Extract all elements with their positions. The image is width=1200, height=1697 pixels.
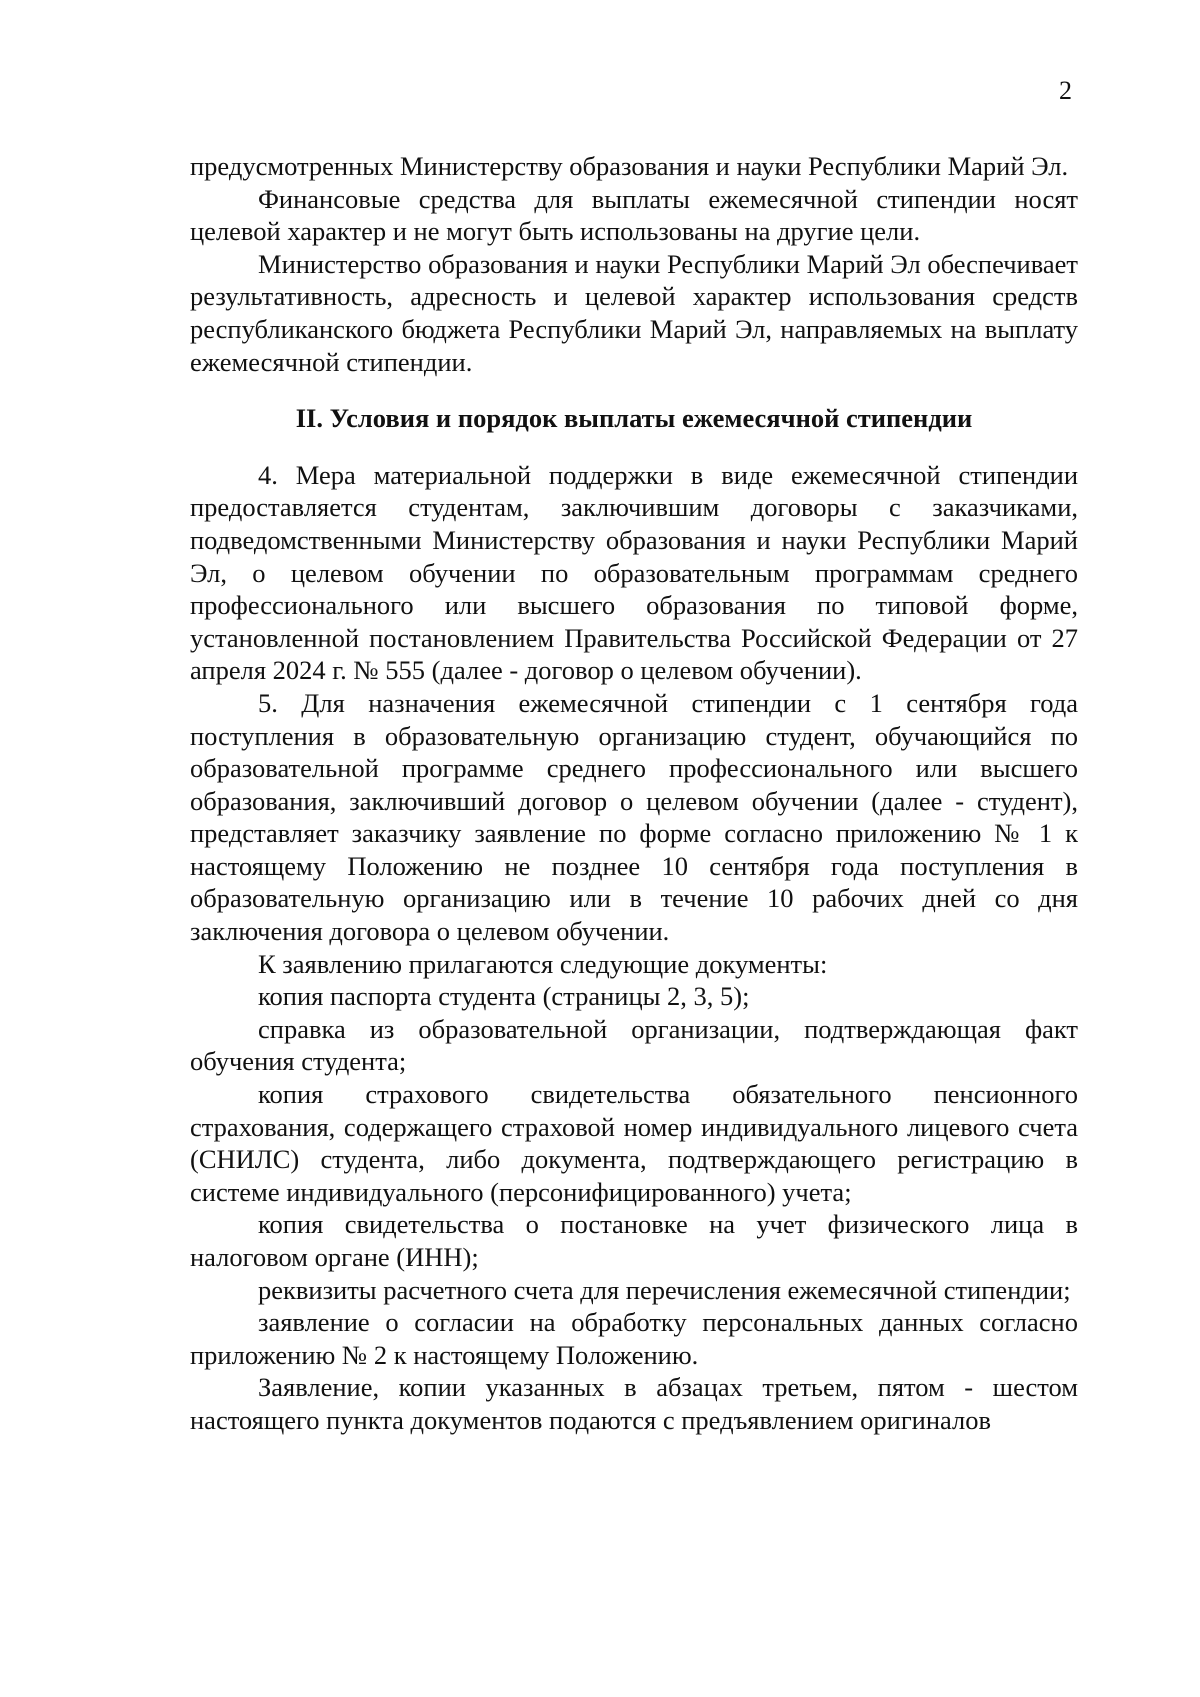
paragraph-continuation: предусмотренных Министерству образования и науки Республики Марий Эл. [190,151,1069,181]
paragraph-submission: Заявление, копии указанных в абзацах третьем, пятом - шестом настоящего пункта документов подаются с предъявлением оригиналов [190,1372,1078,1435]
paragraph-item-5: 5. Для назначения ежемесячной стипендии с 1 сентября года поступления в образовательную организацию студент, обучающийся по образовательной программе среднего профессионального или высшего образования, заключивший договор о целевом обучении (далее - студент), представляет заказчику заявление по форме согласно приложению № 1 к настоящему Положению не позднее 10 сентября года поступления в образовательную организацию или в течение 10 рабочих дней со дня заключения договора о целевом обучении. [190,687,1078,947]
list-item-snils: копия страхового свидетельства обязательного пенсионного страхования, содержащего страховой номер индивидуального лицевого счета (СНИЛС) студента, либо документа, подтверждающего регистрацию в системе индивидуального (персонифицированного) учета; [190,1079,1078,1207]
list-item-passport: копия паспорта студента (страницы 2, 3, 5); [258,981,750,1012]
document-body [190,150,1078,1437]
paragraph-documents-intro: К заявлению прилагаются следующие документы: [258,948,828,979]
paragraph-item-4: 4. Мера материальной поддержки в виде ежемесячной стипендии предоставляется студентам, заключившим договоры с заказчиками, подведомственными Министерству образования и науки Республики Марий Эл, о целевом обучении по образовательным программам среднего профессионального или высшего образования по типовой форме, установленной постановлением Правительства Российской Федерации от 27 апреля 2024 г. № 555 (далее - договор о целевом обучении). [190,459,1078,686]
page-number: 2 [1059,76,1072,105]
list-item-bank-details: реквизиты расчетного счета для перечисления ежемесячной стипендии; [258,1274,1071,1305]
paragraph-financial-funds: Финансовые средства для выплаты ежемесячной стипендии носят целевой характер и не могут быть использованы на другие цели. [190,183,1078,247]
list-item-study-certificate: справка из образовательной организации, подтверждающая факт обучения студента; [190,1013,1078,1077]
list-item-consent: заявление о согласии на обработку персональных данных согласно приложению № 2 к настоящему Положению. [190,1307,1078,1370]
section-heading: II. Условия и порядок выплаты ежемесячной стипендии [295,403,973,434]
paragraph-ministry-ensures: Министерство образования и науки Республики Марий Эл обеспечивает результативность, адресность и целевой характер использования средств республиканского бюджета Республики Марий Эл, направляемых на выплату ежемесячной стипендии. [190,248,1078,377]
list-item-inn: копия свидетельства о постановке на учет физического лица в налоговом органе (ИНН); [190,1209,1078,1272]
